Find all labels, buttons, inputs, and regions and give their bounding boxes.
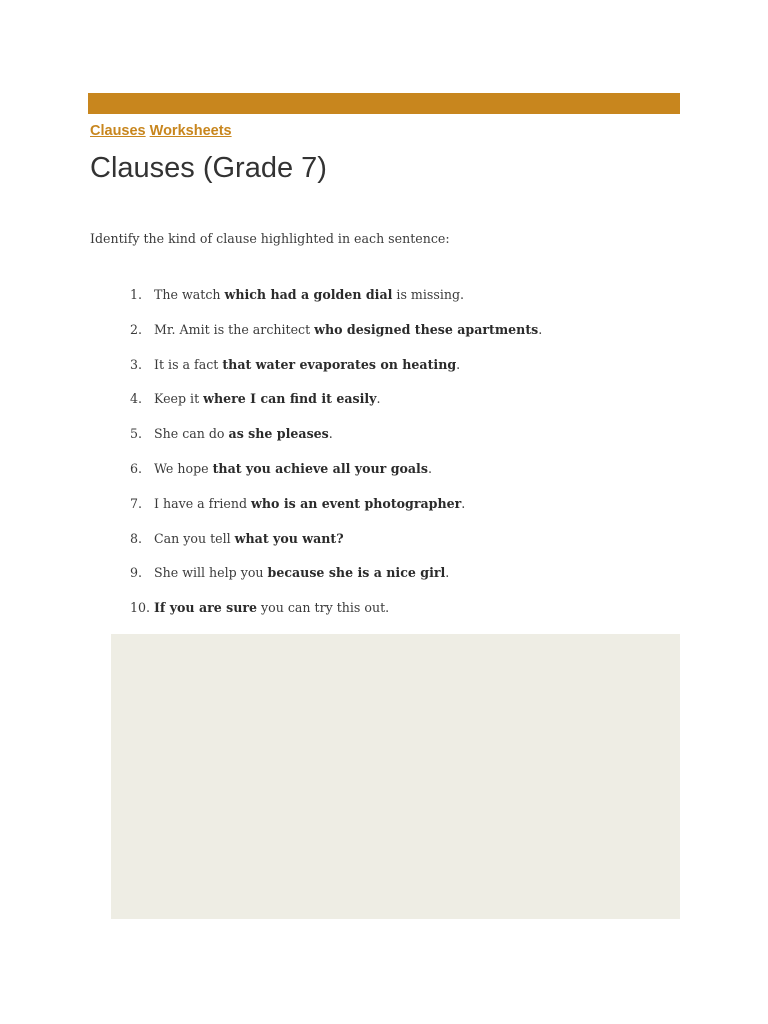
question-item-7 (130, 493, 542, 528)
breadcrumb-link-worksheets[interactable]: Worksheets (149, 123, 232, 139)
question-list (130, 284, 542, 632)
question-number: 1. (130, 287, 143, 302)
question-item-8 (130, 528, 542, 563)
question-text: It is a fact (154, 356, 223, 372)
question-item-3 (130, 354, 542, 389)
highlighted-clause: who is an event photographer (251, 495, 462, 511)
question-text: She will help you (154, 565, 268, 581)
breadcrumb (90, 123, 232, 139)
highlighted-clause: that water evaporates on heating (222, 356, 457, 372)
highlighted-clause: who designed these apartments (314, 321, 539, 337)
question-text: Can you tell (154, 530, 235, 546)
highlighted-clause: because she is a nice girl (267, 565, 446, 581)
question-text-end: you can try this out. (257, 600, 390, 616)
question-item-10 (130, 597, 542, 632)
question-item-2 (130, 319, 542, 354)
question-number: 8. (130, 530, 143, 546)
breadcrumb-link-clauses[interactable]: Clauses (90, 123, 146, 139)
question-text-end: . (328, 426, 333, 442)
page-title: Clauses (Grade 7) (90, 152, 327, 184)
question-text-end: . (461, 495, 466, 511)
question-number: 4. (130, 391, 143, 407)
question-item-5 (130, 423, 542, 458)
question-text: I have a friend (154, 495, 252, 511)
question-item-9 (130, 562, 542, 597)
question-number: 9. (130, 565, 143, 581)
question-text-end: . (376, 391, 381, 407)
question-text-end: . (427, 460, 432, 476)
instructions-text: Identify the kind of clause highlighted in each sentence: (90, 231, 450, 246)
highlighted-clause: as she pleases (228, 426, 329, 442)
question-text: She can do (154, 426, 229, 442)
question-item-1 (130, 284, 542, 319)
question-text: The watch (154, 287, 225, 302)
question-item-4 (130, 388, 542, 423)
highlighted-clause: what you want? (234, 530, 344, 546)
ad-placeholder (111, 634, 680, 919)
header-accent-bar (88, 93, 680, 114)
question-number: 7. (130, 495, 143, 511)
question-number: 3. (130, 356, 143, 372)
highlighted-clause: If you are sure (154, 600, 258, 616)
question-text-end: is missing. (392, 287, 465, 302)
question-text: Mr. Amit is the architect (154, 321, 315, 337)
question-text-end: . (445, 565, 450, 581)
question-number: 2. (130, 321, 143, 337)
question-number: 6. (130, 460, 143, 476)
highlighted-clause: that you achieve all your goals (212, 460, 428, 476)
question-text: We hope (154, 460, 213, 476)
question-text-end: . (538, 321, 543, 337)
question-number: 10. (130, 600, 151, 616)
question-number: 5. (130, 426, 143, 442)
highlighted-clause: where I can find it easily (203, 391, 377, 407)
question-text-end: . (456, 356, 461, 372)
highlighted-clause: which had a golden dial (224, 287, 393, 302)
question-text: Keep it (154, 391, 204, 407)
question-item-6 (130, 458, 542, 493)
